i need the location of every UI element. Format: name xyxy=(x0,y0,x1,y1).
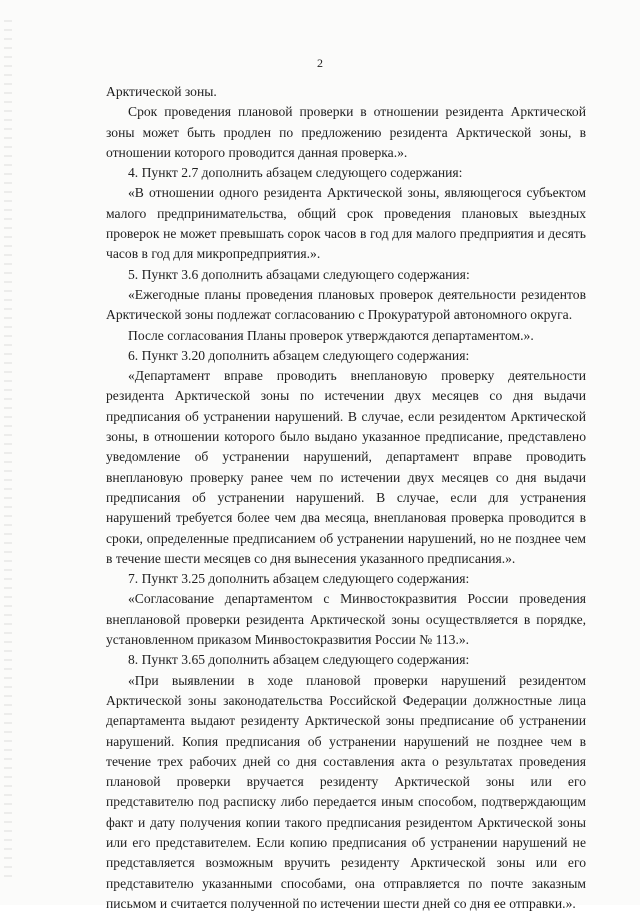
paragraph-5: 5. Пункт 3.6 дополнить абзацами следующего содержания: xyxy=(128,266,470,282)
paragraph-12: 8. Пункт 3.65 дополнить абзацем следующего содержания: xyxy=(128,652,470,668)
paragraph-8: 6. Пункт 3.20 дополнить абзацем следующего содержания: xyxy=(128,347,470,363)
paragraph-3: 4. Пункт 2.7 дополнить абзацем следующего содержания: xyxy=(128,165,463,181)
paragraph-6: «Ежегодные планы проведения плановых проверок деятельности резидентов Арктической зоны подлежат согласованию с Прокуратурой автономного округа. xyxy=(106,286,586,323)
paragraph-10: 7. Пункт 3.25 дополнить абзацем следующего содержания: xyxy=(128,571,470,587)
paragraph-7: После согласования Планы проверок утверждаются департаментом.». xyxy=(128,327,534,343)
paragraph-9: «Департамент вправе проводить внеплановую проверку деятельности резидента Арктической зоны по истечении двух месяцев со дня выдачи предписания об устранении нарушений. В случае, если резидентом Арктической зоны, в отношении которого было выдано указанное предписание, представлено уведомление об устранении нарушений, департамент вправе проводить внеплановую проверку ранее чем по истечении двух месяцев со дня выдачи предписания об устранении нарушений. В случае, если для устранения нарушений требуется более чем два месяца, внеплановая проверка проводится в сроки, определенные предписанием об устранении нарушений, но не позднее чем в течение шести месяцев со дня вынесения указанного предписания.». xyxy=(106,368,586,566)
paragraph-13: «При выявлении в ходе плановой проверки нарушений резидентом Арктической зоны законодательства Российской Федерации должностные лица департамента выдают резиденту Арктической зоны предписание об устранении нарушений. Копия предписания об устранении нарушений не позднее чем в течение трех рабочих дней со дня составления акта о результатах проведения плановой проверки вручается резиденту Арктической зоны или его представителю под расписку либо передается иным способом, подтверждающим факт и дату получения копии такого предписания резидентом Арктической зоны или его представителем. Если копию предписания об устранении нарушений не представляется возможным вручить резиденту Арктической зоны или его представителю указанными способами, она отправляется по почте заказным письмом и считается полученной по истечении шести дней со дня ее отправки.». xyxy=(106,672,586,911)
page-number: 2 xyxy=(317,56,323,70)
scan-edge-marks xyxy=(4,20,12,880)
paragraph-1: Арктической зоны. xyxy=(106,84,217,99)
paragraph-11: «Согласование департаментом с Минвостокразвития России проведения внеплановой проверки резидента Арктической зоны осуществляется в порядке, установленном приказом Минвостокразвития России № 113.». xyxy=(106,591,586,648)
paragraph-2: Срок проведения плановой проверки в отношении резидента Арктической зоны может быть продлен по предложению резидента Арктической зоны, в отношении которого проводится данная проверка.». xyxy=(106,104,586,160)
document-body xyxy=(106,82,586,914)
paragraph-4: «В отношении одного резидента Арктической зоны, являющегося субъектом малого предпринимательства, общий срок проведения плановых выездных проверок не может превышать сорок часов в год для малого предприятия и десять часов в год для микропредприятия.». xyxy=(106,185,586,262)
